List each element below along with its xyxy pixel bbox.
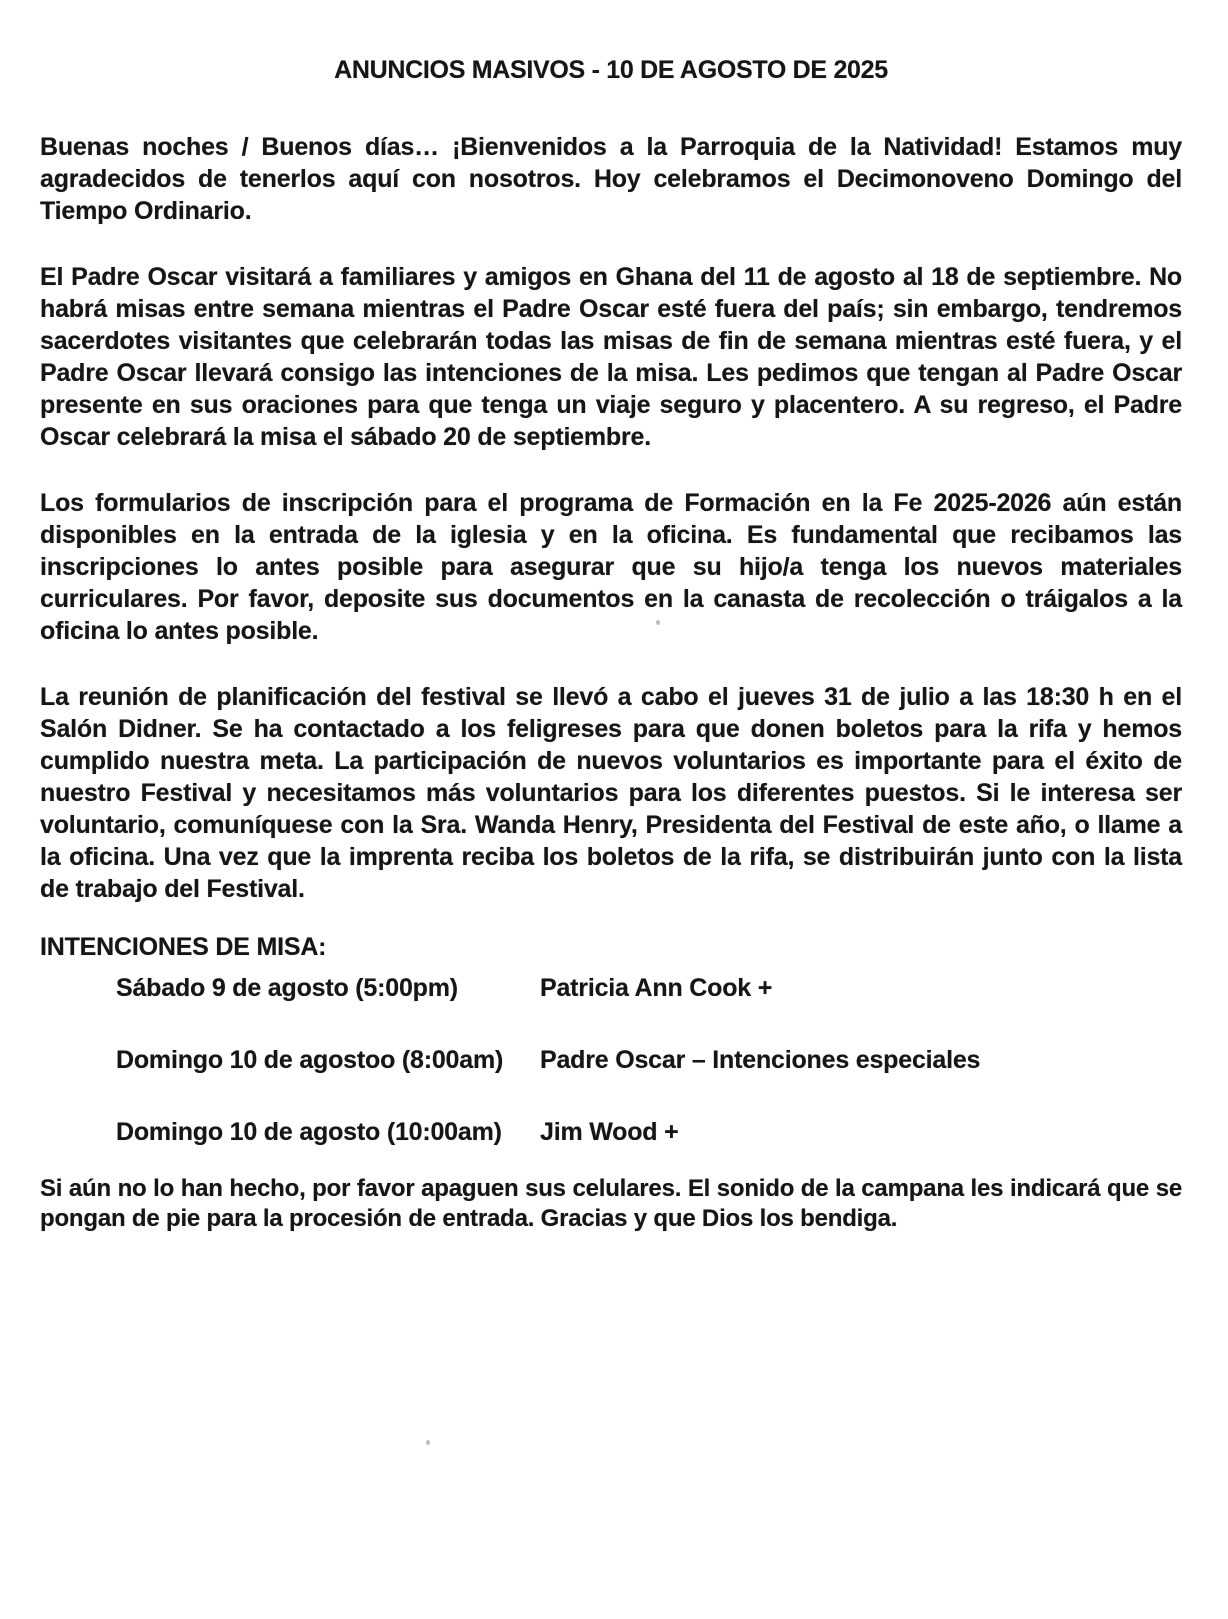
intention-name: Patricia Ann Cook + — [540, 974, 773, 1002]
intention-name: Jim Wood + — [540, 1118, 679, 1146]
mass-intention-row — [40, 972, 1182, 1004]
intention-datetime: Sábado 9 de agosto (5:00pm) — [116, 974, 458, 1002]
page-title: ANUNCIOS MASIVOS - 10 DE AGOSTO DE 2025 — [334, 56, 888, 84]
intention-datetime: Domingo 10 de agosto (10:00am) — [116, 1118, 502, 1146]
mass-intentions-heading: INTENCIONES DE MISA: — [40, 933, 327, 961]
intention-name: Padre Oscar – Intenciones especiales — [540, 1046, 981, 1074]
mass-intentions-list — [40, 972, 1182, 1148]
mass-intention-row — [40, 1116, 1182, 1148]
paragraph-father-oscar-travel: El Padre Oscar visitará a familiares y amigos en Ghana del 11 de agosto al 18 de septiembre. No habrá misas entre semana mientras el Padre Oscar esté fuera del país; sin embargo, tendremos sacerdotes visitantes que celebrarán todas las misas de fin de semana mientras esté fuera, y el Padre Oscar llevará consigo las intenciones de la misa. Les pedimos que tengan al Padre Oscar presente en sus oraciones para que tenga un viaje seguro y placentero. A su regreso, el Padre Oscar celebrará la misa el sábado 20 de septiembre. — [40, 263, 1182, 451]
paragraph-faith-formation-registration: Los formularios de inscripción para el programa de Formación en la Fe 2025-2026 aún están disponibles en la entrada de la iglesia y en la oficina. Es fundamental que recibamos las inscripciones lo antes posible para asegurar que su hijo/a tenga los nuevos materiales curriculares. Por favor, deposite sus documentos en la canasta de recolección o tráigalos a la oficina lo antes posible. — [40, 489, 1182, 645]
intention-datetime: Domingo 10 de agostoo (8:00am) — [116, 1046, 504, 1074]
scan-artifact-speck — [426, 1440, 430, 1445]
scan-artifact-speck — [656, 620, 660, 625]
paragraph-festival-planning: La reunión de planificación del festival se llevó a cabo el jueves 31 de julio a las 18:30 h en el Salón Didner. Se ha contactado a los feligreses para que donen boletos para la rifa y hemos cumplido nuestra meta. La participación de nuevos voluntarios es importante para el éxito de nuestro Festival y necesitamos más voluntarios para los diferentes puestos. Si le interesa ser voluntario, comuníquese con la Sra. Wanda Henry, Presidenta del Festival de este año, o llame a la oficina. Una vez que la imprenta reciba los boletos de la rifa, se distribuirán junto con la lista de trabajo del Festival. — [40, 683, 1182, 903]
paragraph-closing: Si aún no lo han hecho, por favor apaguen sus celulares. El sonido de la campana les indicará que se pongan de pie para la procesión de entrada. Gracias y que Dios los bendiga. — [40, 1175, 1182, 1232]
mass-intention-row — [40, 1044, 1182, 1076]
paragraph-welcome: Buenas noches / Buenos días… ¡Bienvenidos a la Parroquia de la Natividad! Estamos muy agradecidos de tenerlos aquí con nosotros. Hoy celebramos el Decimonoveno Domingo del Tiempo Ordinario. — [40, 133, 1182, 225]
